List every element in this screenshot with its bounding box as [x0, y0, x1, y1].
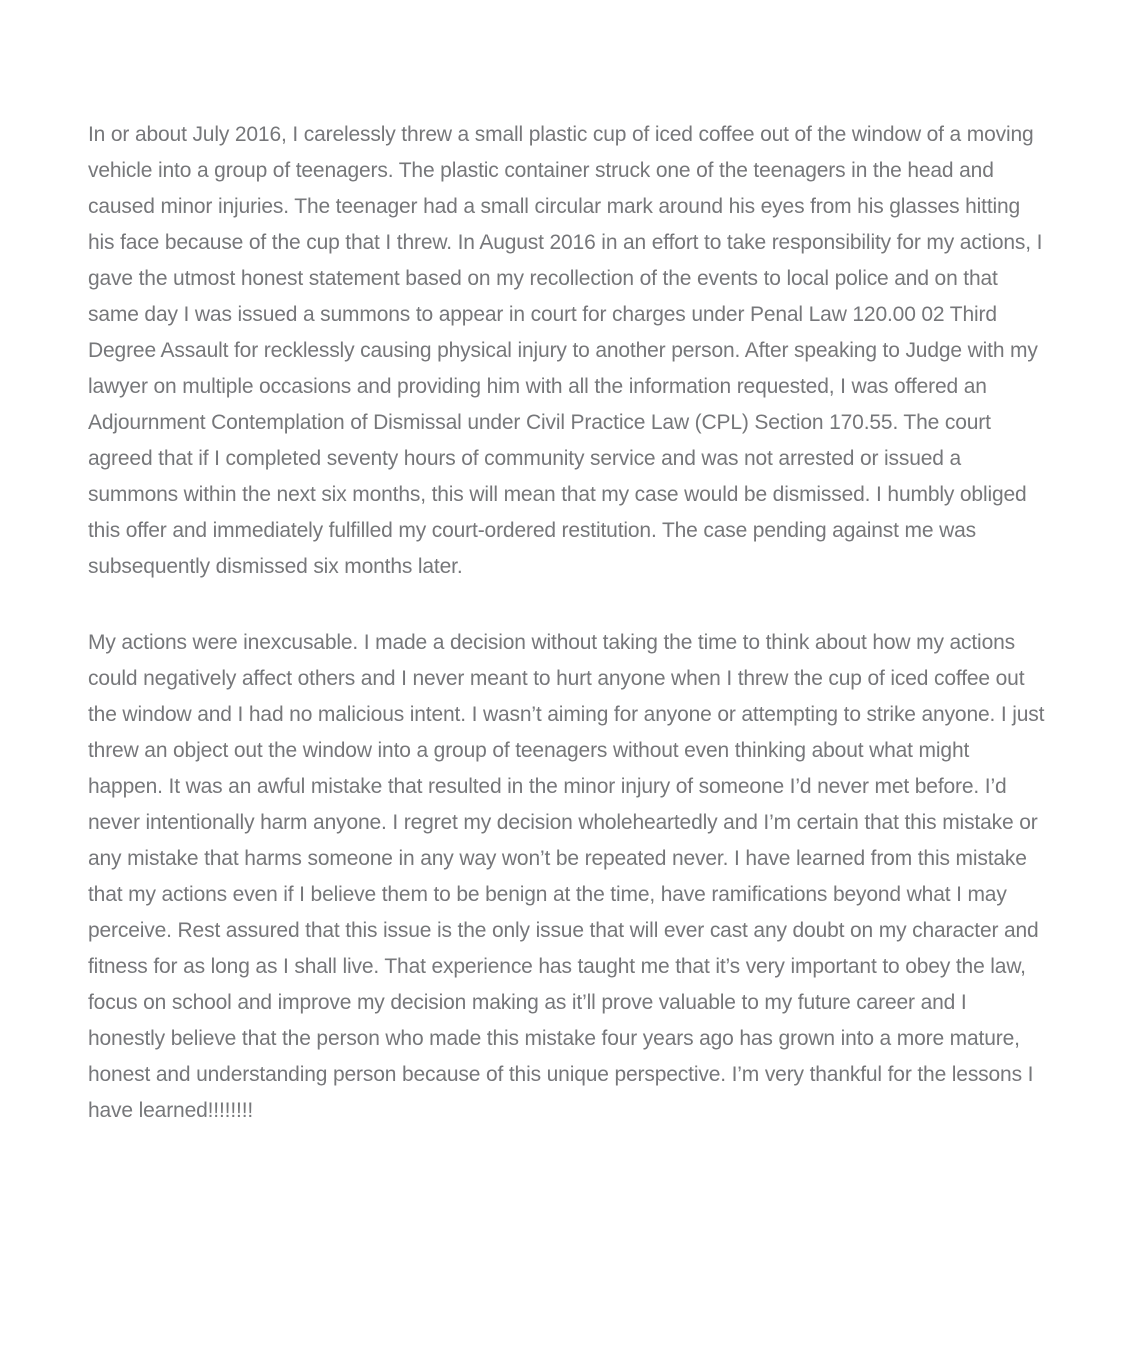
statement-paragraph-reflection: My actions were inexcusable. I made a decision without taking the time to think about how my actions could negatively affect others and I never meant to hurt anyone when I threw the cup of iced coffee out the window and I had no malicious intent. I wasn’t aiming for anyone or attempting to strike anyone. I just threw an object out the window into a group of teenagers without even thinking about what might happen. It was an awful mistake that resulted in the minor injury of someone I’d never met before. I’d never intentionally harm anyone. I regret my decision wholeheartedly and I’m certain that this mistake or any mistake that harms someone in any way won’t be repeated never. I have learned from this mistake that my actions even if I believe them to be benign at the time, have ramifications beyond what I may perceive. Rest assured that this issue is the only issue that will ever cast any doubt on my character and fitness for as long as I shall live. That experience has taught me that it’s very important to obey the law, focus on school and improve my decision making as it’ll prove valuable to my future career and I honestly believe that the person who made this mistake four years ago has grown into a more mature, honest and understanding person because of this unique perspective. I’m very thankful for the lessons I have learned!!!!!!!!	[88, 631, 1051, 1122]
statement-paragraph-incident: In or about July 2016, I carelessly threw a small plastic cup of iced coffee out of the window of a moving vehicle into a group of teenagers. The plastic container struck one of the teenagers in the head and caused minor injuries. The teenager had a small circular mark around his eyes from his glasses hitting his face because of the cup that I threw. In August 2016 in an effort to take responsibility for my actions, I gave the utmost honest statement based on my recollection of the events to local police and on that same day I was issued a summons to appear in court for charges under Penal Law 120.00 02 Third Degree Assault for recklessly causing physical injury to another person. After speaking to Judge with my lawyer on multiple occasions and providing him with all the information requested, I was offered an Adjournment Contemplation of Dismissal under Civil Practice Law (CPL) Section 170.55. The court agreed that if I completed seventy hours of community service and was not arrested or issued a summons within the next six months, this will mean that my case would be dismissed. I humbly obliged this offer and immediately fulfilled my court-ordered restitution. The case pending against me was subsequently dismissed six months later.	[88, 123, 1049, 578]
